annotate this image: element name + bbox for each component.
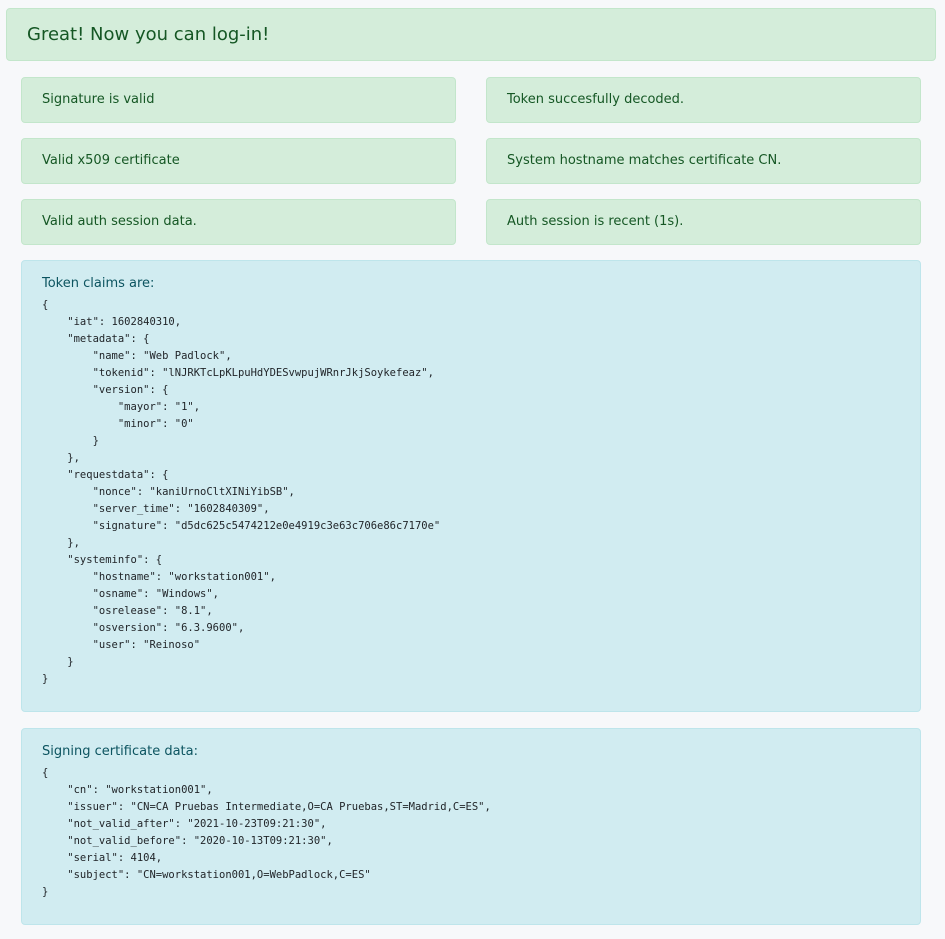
login-success-alert xyxy=(6,8,936,61)
token-claims-json: { "iat": 1602840310, "metadata": { "name": "Web Padlock", "tokenid": "lNJRKTcLpKLpuHdYDESvwpujWRnrJkjSoykefeaz", "version": { "mayor": "1", "minor": "0" } }, "requestdata": { "nonce": "kaniUrnoCltXINiYibSB", "server_time": "1602840309", "signature": "d5dc625c5474212e0e4919c3e63c706e86c7170e" }, "systeminfo": { "hostname": "workstation001", "osname": "Windows", "osrelease": "8.1", "osversion": "6.3.9600", "user": "Reinoso" } } xyxy=(42,299,441,685)
signature-valid-text: Signature is valid xyxy=(42,92,155,107)
hostname-match-alert xyxy=(486,138,921,184)
session-recent-text: Auth session is recent (1s). xyxy=(507,214,684,229)
signature-valid-alert xyxy=(21,77,456,123)
x509-valid-alert xyxy=(21,138,456,184)
hostname-match-text: System hostname matches certificate CN. xyxy=(507,153,782,168)
token-decoded-alert xyxy=(486,77,921,123)
session-recent-alert xyxy=(486,199,921,245)
login-success-message: Great! Now you can log-in! xyxy=(27,24,270,45)
token-claims-panel xyxy=(21,260,921,712)
session-data-alert xyxy=(21,199,456,245)
certificate-json: { "cn": "workstation001", "issuer": "CN=CA Pruebas Intermediate,O=CA Pruebas,ST=Madrid,C=ES", "not_valid_after": "2021-10-23T09:21:30", "not_valid_before": "2020-10-13T09:21:30", "serial": 4104, "subject": "CN=workstation001,O=WebPadlock,C=ES" } xyxy=(42,767,491,898)
certificate-title: Signing certificate data: xyxy=(42,744,198,759)
certificate-panel xyxy=(21,728,921,925)
token-decoded-text: Token succesfully decoded. xyxy=(507,92,685,107)
x509-valid-text: Valid x509 certificate xyxy=(42,153,180,168)
token-claims-title: Token claims are: xyxy=(42,276,155,291)
session-data-text: Valid auth session data. xyxy=(42,214,197,229)
